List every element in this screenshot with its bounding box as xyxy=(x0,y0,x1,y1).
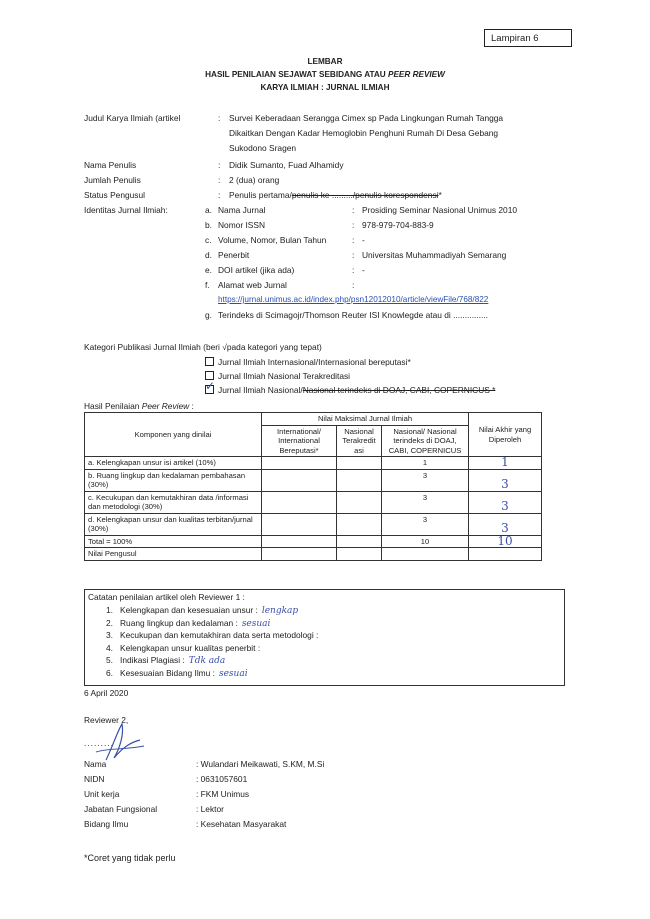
table-row: a. Kelengkapan unsur isi artikel (10%) 1 1 xyxy=(85,457,542,470)
checkbox-icon[interactable] xyxy=(205,357,214,366)
identitas-colon: : xyxy=(352,220,355,230)
nama-penulis-value: Didik Sumanto, Fuad Alhamidy xyxy=(229,160,344,170)
handwritten-total: 10 xyxy=(469,535,542,548)
identitas-field-label: Alamat web Jurnal xyxy=(218,280,287,290)
status-pengusul-value: Penulis pertama/penulis ke ........./penulis korespondensi* xyxy=(229,190,442,200)
identitas-letter: c. xyxy=(205,235,212,245)
jumlah-penulis-label: Jumlah Penulis xyxy=(84,175,141,185)
catatan-item: 6. Kesesuaian Bidang Ilmu : sesuai xyxy=(106,667,248,679)
identitas-colon: : xyxy=(352,265,355,275)
table-row: d. Kelengkapan unsur dan kualitas terbitan/jurnal (30%) 3 3 xyxy=(85,513,542,535)
identitas-letter: d. xyxy=(205,250,212,260)
kategori-option-nasional[interactable]: ✓ Jurnal Ilmiah Nasional/Nasional terindeks di DOAJ, CABI, COPERNICUS * xyxy=(205,379,496,395)
reviewer-field-label: Jabatan Fungsional xyxy=(84,804,158,814)
reviewer-field-value: : Wulandari Meikawati, S.KM, M.Si xyxy=(196,759,325,769)
reviewer-field-value: : Kesehatan Masyarakat xyxy=(196,819,287,829)
score-table xyxy=(84,412,542,561)
identitas-letter: f. xyxy=(205,280,210,290)
judul-line-1: Survei Keberadaan Serangga Cimex sp Pada Lingkungan Rumah Tangga xyxy=(229,113,504,123)
identitas-field-value: - xyxy=(362,235,365,245)
identitas-field-value: - xyxy=(362,265,365,275)
reviewer-field-value: : FKM Unimus xyxy=(196,789,250,799)
reviewer-field-label: Unit kerja xyxy=(84,789,120,799)
reviewer-field-value: : 0631057601 xyxy=(196,774,248,784)
catatan-item: 4. Kelengkapan unsur kualitas penerbit : xyxy=(106,642,261,653)
identitas-colon: : xyxy=(352,235,355,245)
judul-colon: : xyxy=(218,113,221,123)
handwritten-checkmark-icon: ✓ xyxy=(205,379,216,393)
date: 6 April 2020 xyxy=(84,688,129,698)
header-nasional-terindeks: Nasional/ Nasional terindeks di DOAJ, CABI, COPERNICUS xyxy=(382,425,469,457)
hasil-label: Hasil Penilaian Peer Review : xyxy=(84,401,194,411)
identitas-label: Identitas Jurnal Ilmiah: xyxy=(84,205,168,215)
table-row: b. Ruang lingkup dan kedalaman pembahasan (30%) 3 3 xyxy=(85,469,542,491)
handwritten-score: 3 xyxy=(469,513,542,535)
identitas-colon: : xyxy=(352,205,355,215)
identitas-field-value: 978-979-704-883-9 xyxy=(362,220,434,230)
title-lembar: LEMBAR xyxy=(307,57,343,66)
handwritten-note: sesuai xyxy=(218,668,248,679)
identitas-field-label: Penerbit xyxy=(218,250,250,260)
document-page: Lampiran 6 LEMBAR HASIL PENILAIAN SEJAWAT SEBIDANG ATAU PEER REVIEW KARYA ILMIAH : JURNAL ILMIAH Judul Karya Ilmiah (artikel : Survei Keberadaan Serangga Cimex sp Pada Lingkungan Rumah Tangga Dikaitkan Dengan Kadar Hemoglobin Penghuni Rumah Di Desa Gebang Sukodono Sragen Nama Penulis : Didik Sumanto, Fuad Alhamidy Jumlah Penulis : 2 (dua) orang Status Pengusul : Penulis pertama/penulis ke ........./penulis korespondensi* Identitas Jurnal Ilmiah: a. Nama Jurnal : Prosiding Seminar Nasional Unimus 2010 b. Nomor ISSN : 978-979-704-883-9 c. Volume, Nomor, Bulan Tahun : - d. Penerbit : Universitas Muhammadiyah Semarang e. DOI artikel (jika ada) : - f. Alamat web Jurnal : https://jurnal.unimus.ac.id/index.php/psn12012010/article/viewFile/768/822 g. Terindeks di Scimagojr/Thomson Reuter ISI Knowlegde atau di ............... Kategori Publikasi Jurnal Ilmiah (beri √pada kategori yang tepat) Jurnal Ilmiah Internasional/Internasional bereputasi* Jurnal Ilmiah Nasional Terakreditasi ✓ Jurnal Ilmiah Nasional/Nasional terindeks di DOAJ, CABI, COPERNICUS * Hasil Penilaian Peer Review : Komponen yang dinilai Nilai Maksimal Jurnal Ilmiah Nilai Akhir yang Diperoleh International/ International Bereputasi* Nasional Terakredit asi Nasional/ Nasional terindeks di DOAJ, CABI, COPERNICUS a. Kelengkapan unsur isi artikel (10%) 1 1 b. Ruang lingkup dan kedalaman pembahasan (30%) 3 3 c. Kecukupan dan kemutakhiran data /informasi dan metodologi (30%) 3 3 d. Kelengkapan unsur dan kualitas terbitan/jurnal (30%) 3 3 Total = 100% 10 10 Nilai Pengusul Catatan penilaian artikel oleh Reviewer 1 : 1. Kelengkapan dan kesesuaian unsur : lengkap 2. Ruang lingkup dan kedalaman : sesuai 3. Kecukupan dan kemutakhiran data serta metodologi : 4. Kelengkapan unsur kualitas penerbit : 5. Indikasi Plagiasi : Tdk ada 6. Kesesuaian Bidang Ilmu : sesuai 6 April 2020 Reviewer 2, ......... Nama : Wulandari Meikawati, S.KM, M.Si NIDN : 0631057601 Unit kerja : FKM Unimus Jabatan Fungsional : Lektor Bidang Ilmu : Kesehatan Masyarakat *Coret yang tidak perlu xyxy=(0,0,650,919)
reviewer-field-label: Bidang Ilmu xyxy=(84,819,129,829)
identitas-field-label: Nama Jurnal xyxy=(218,205,266,215)
handwritten-score: 3 xyxy=(469,469,542,491)
footnote: *Coret yang tidak perlu xyxy=(84,853,176,863)
table-row: c. Kecukupan dan kemutakhiran data /informasi dan metodologi (30%) 3 3 xyxy=(85,491,542,513)
identitas-colon: : xyxy=(352,280,355,290)
catatan-item: 2. Ruang lingkup dan kedalaman : sesuai xyxy=(106,617,271,629)
kategori-option-terakreditasi[interactable]: Jurnal Ilmiah Nasional Terakreditasi xyxy=(205,371,350,381)
jumlah-penulis-value: 2 (dua) orang xyxy=(229,175,280,185)
identitas-field-value: Universitas Muhammadiyah Semarang xyxy=(362,250,507,260)
identitas-letter: a. xyxy=(205,205,212,215)
terindeks-letter: g. xyxy=(205,310,212,320)
status-pengusul-label: Status Pengusul xyxy=(84,190,145,200)
handwritten-score: 3 xyxy=(469,491,542,513)
kategori-option-internasional[interactable]: Jurnal Ilmiah Internasional/Internasional bereputasi* xyxy=(205,357,411,367)
checkbox-checked-icon[interactable] xyxy=(205,379,216,394)
catatan-title: Catatan penilaian artikel oleh Reviewer 1 : xyxy=(88,592,245,602)
lampiran-box: Lampiran 6 xyxy=(484,29,572,47)
kategori-label: Kategori Publikasi Jurnal Ilmiah (beri √pada kategori yang tepat) xyxy=(84,342,322,352)
judul-label: Judul Karya Ilmiah (artikel xyxy=(84,113,181,123)
nama-penulis-label: Nama Penulis xyxy=(84,160,137,170)
table-pengusul-row: Nilai Pengusul xyxy=(85,548,542,561)
web-url-link[interactable]: https://jurnal.unimus.ac.id/index.php/psn12012010/article/viewFile/768/822 xyxy=(218,295,489,304)
handwritten-score: 1 xyxy=(469,457,542,470)
header-terakreditasi: Nasional Terakredit asi xyxy=(337,425,382,457)
table-total-row: Total = 100% 10 10 xyxy=(85,535,542,548)
handwritten-note: lengkap xyxy=(261,606,299,616)
header-komponen: Komponen yang dinilai xyxy=(85,413,262,457)
identitas-field-label: Nomor ISSN xyxy=(218,220,266,230)
identitas-field-value: Prosiding Seminar Nasional Unimus 2010 xyxy=(362,205,518,215)
judul-line-3: Sukodono Sragen xyxy=(229,143,297,153)
terindeks-text: Terindeks di Scimagojr/Thomson Reuter ISI Knowlegde atau di ............... xyxy=(218,310,488,320)
identitas-colon: : xyxy=(352,250,355,260)
identitas-field-label: DOI artikel (jika ada) xyxy=(218,265,295,275)
catatan-item: 5. Indikasi Plagiasi : Tdk ada xyxy=(106,655,226,666)
handwritten-note: sesuai xyxy=(241,618,271,629)
header-nilai-akhir: Nilai Akhir yang Diperoleh xyxy=(469,413,542,457)
reviewer-field-label: Nama xyxy=(84,759,107,769)
catatan-item: 3. Kecukupan dan kemutakhiran data serta metodologi : xyxy=(106,630,319,640)
reviewer-field-label: NIDN xyxy=(84,774,105,784)
reviewer-label: Reviewer 2, xyxy=(84,715,129,725)
identitas-letter: b. xyxy=(205,220,212,230)
identitas-letter: e. xyxy=(205,265,212,275)
identitas-field-label: Volume, Nomor, Bulan Tahun xyxy=(218,235,327,245)
header-international: International/ International Bereputasi* xyxy=(262,425,337,457)
judul-line-2: Dikaitkan Dengan Kadar Hemoglobin Penghuni Rumah Di Desa Gebang xyxy=(229,128,499,138)
catatan-item: 1. Kelengkapan dan kesesuaian unsur : lengkap xyxy=(106,605,299,616)
title-karya-ilmiah: KARYA ILMIAH : JURNAL ILMIAH xyxy=(260,83,390,92)
reviewer-field-value: : Lektor xyxy=(196,804,224,814)
title-hasil-penilaian: HASIL PENILAIAN SEJAWAT SEBIDANG ATAU PEER REVIEW xyxy=(205,70,445,79)
handwritten-note: Tdk ada xyxy=(188,656,226,666)
signature-dots: ......... xyxy=(84,738,114,748)
header-nilai-maksimal: Nilai Maksimal Jurnal Ilmiah xyxy=(262,413,469,426)
table-header-row xyxy=(85,413,542,426)
